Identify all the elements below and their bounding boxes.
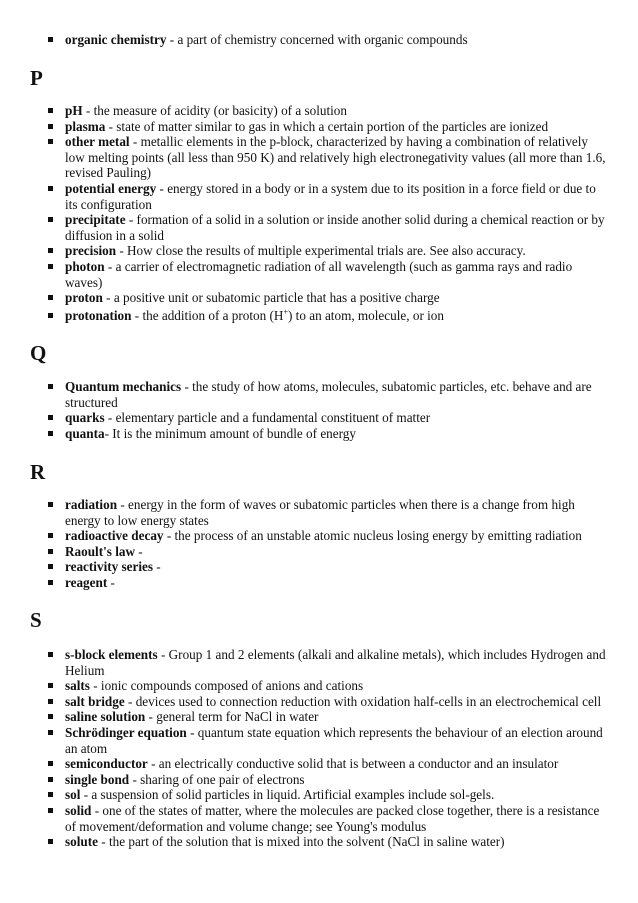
glossary-list-p [48, 103, 608, 323]
bullet-icon [48, 777, 53, 782]
term: photon [65, 258, 105, 274]
term: precipitate [65, 212, 126, 228]
list-item [48, 787, 608, 803]
term: salts [65, 678, 90, 694]
term: Schrödinger equation [65, 724, 187, 740]
definition: - metallic elements in the p-block, characterized by having a combination of relatively low melting points (all less than 950 K) and relatively high electronegativity values (all more than 1.6, revised Pauling) [65, 134, 606, 181]
bullet-icon [48, 699, 53, 704]
definition: - [134, 543, 143, 559]
list-item [48, 834, 608, 850]
definition: - [153, 559, 161, 575]
list-item [48, 694, 608, 710]
bullet-icon [48, 384, 53, 389]
list-item [48, 544, 608, 560]
definition-start: - the addition of a proton (H [131, 307, 284, 323]
bullet-icon [48, 714, 53, 719]
bullet-icon [48, 415, 53, 420]
list-item [48, 426, 608, 442]
section-heading-r: R [30, 460, 46, 484]
glossary-list-s [48, 647, 608, 850]
list-item [48, 308, 608, 324]
bullet-icon [48, 683, 53, 688]
bullet-icon [48, 186, 53, 191]
definition: - a suspension of solid particles in liquid. Artificial examples include sol-gels. [80, 787, 495, 803]
definition: - the process of an unstable atomic nucleus losing energy by emitting radiation [163, 528, 582, 544]
term: radioactive decay [65, 528, 164, 544]
term: solid [65, 802, 92, 818]
list-item [48, 772, 608, 788]
section-heading-q: Q [30, 341, 47, 365]
bullet-icon [48, 533, 53, 538]
definition: - sharing of one pair of electrons [129, 771, 305, 787]
bullet-icon [48, 792, 53, 797]
list-item [48, 212, 608, 243]
bullet-icon [48, 37, 53, 42]
bullet-icon [48, 839, 53, 844]
definition: - state of matter similar to gas in which a certain portion of the particles are ionized [105, 118, 549, 134]
section-heading-s: S [30, 608, 42, 632]
list-item [48, 803, 608, 834]
definition: - It is the minimum amount of bundle of energy [104, 425, 356, 441]
term: sol [65, 787, 81, 803]
superscript-plus: + [283, 307, 288, 317]
term: Raoult's law [65, 543, 135, 559]
list-item [48, 647, 608, 678]
definition: - an electrically conductive solid that is between a conductor and an insulator [147, 756, 559, 772]
definition: - formation of a solid in a solution or inside another solid during a chemical reaction or by diffusion in a solid [65, 212, 605, 243]
term: plasma [65, 118, 106, 134]
list-item [48, 725, 608, 756]
term: semiconductor [65, 756, 148, 772]
definition: - the measure of acidity (or basicity) of a solution [82, 103, 347, 118]
definition: - the part of the solution that is mixed into the solvent (NaCl in saline water) [97, 834, 505, 850]
list-item [48, 134, 608, 181]
term: quanta [65, 425, 105, 441]
list-item [48, 103, 608, 119]
bullet-icon [48, 313, 53, 318]
definition: - a part of chemistry concerned with organic compounds [166, 32, 468, 47]
term: reactivity series [65, 559, 153, 575]
term: salt bridge [65, 693, 125, 709]
definition: - devices used to connection reduction with oxidation half-cells in an electrochemical cell [124, 693, 602, 709]
bullet-icon [48, 564, 53, 569]
term: pH [65, 103, 83, 118]
bullet-icon [48, 124, 53, 129]
list-item [48, 559, 608, 575]
term: other metal [65, 134, 130, 150]
glossary-list-q [48, 379, 608, 441]
list-item [48, 181, 608, 212]
definition: - ionic compounds composed of anions and cations [89, 678, 364, 694]
term: potential energy [65, 180, 157, 196]
list-item [48, 119, 608, 135]
bullet-icon [48, 431, 53, 436]
definition: - one of the states of matter, where the molecules are packed close together, there is a resistance of movement/deformation and volume change; see Young's modulus [65, 802, 600, 834]
definition: - general term for NaCl in water [145, 709, 319, 725]
bullet-icon [48, 549, 53, 554]
list-item [48, 290, 608, 306]
list-item [48, 756, 608, 772]
bullet-icon [48, 295, 53, 300]
glossary-list-r [48, 497, 608, 591]
glossary-list-top [48, 32, 608, 48]
term: proton [65, 290, 103, 306]
bullet-icon [48, 502, 53, 507]
list-item [48, 528, 608, 544]
list-item [48, 497, 608, 528]
bullet-icon [48, 730, 53, 735]
term: solute [65, 834, 98, 850]
definition: - the study of how atoms, molecules, subatomic particles, etc. behave and are structured [65, 379, 592, 410]
term: radiation [65, 497, 118, 512]
list-item [48, 678, 608, 694]
section-heading-p: P [30, 66, 43, 90]
list-item [48, 575, 608, 591]
definition: - energy stored in a body or in a system due to its position in a force field or due to its configuration [65, 180, 596, 212]
definition: - a carrier of electromagnetic radiation of all wavelength (such as gamma rays and radio waves) [65, 258, 573, 290]
definition: - energy in the form of waves or subatomic particles when there is a change from high energy to low energy states [65, 497, 575, 528]
definition-end: ) to an atom, molecule, or ion [287, 307, 444, 323]
term: protonation [65, 307, 132, 323]
list-item [48, 410, 608, 426]
definition: - Group 1 and 2 elements (alkali and alkaline metals), which includes Hydrogen and Helium [65, 647, 606, 678]
term: reagent [65, 574, 108, 590]
list-item [48, 379, 608, 410]
bullet-icon [48, 761, 53, 766]
definition: - a positive unit or subatomic particle that has a positive charge [102, 290, 440, 306]
term: Quantum mechanics [65, 379, 182, 394]
bullet-icon [48, 108, 53, 113]
list-item [48, 259, 608, 290]
term: single bond [65, 771, 130, 787]
definition: - [107, 574, 115, 590]
term: precision [65, 243, 117, 259]
term: organic chemistry [65, 32, 167, 47]
term: s-block elements [65, 647, 158, 662]
bullet-icon [48, 580, 53, 585]
definition: - How close the results of multiple experimental trials are. See also accuracy. [116, 243, 526, 259]
term: quarks [65, 410, 105, 426]
bullet-icon [48, 217, 53, 222]
term: saline solution [65, 709, 146, 725]
bullet-icon [48, 139, 53, 144]
list-item [48, 709, 608, 725]
definition: - quantum state equation which represents the behaviour of an election around an atom [65, 724, 603, 756]
bullet-icon [48, 248, 53, 253]
list-item [48, 32, 608, 48]
bullet-icon [48, 652, 53, 657]
list-item [48, 243, 608, 259]
bullet-icon [48, 808, 53, 813]
definition: - elementary particle and a fundamental constituent of matter [104, 410, 431, 426]
bullet-icon [48, 264, 53, 269]
